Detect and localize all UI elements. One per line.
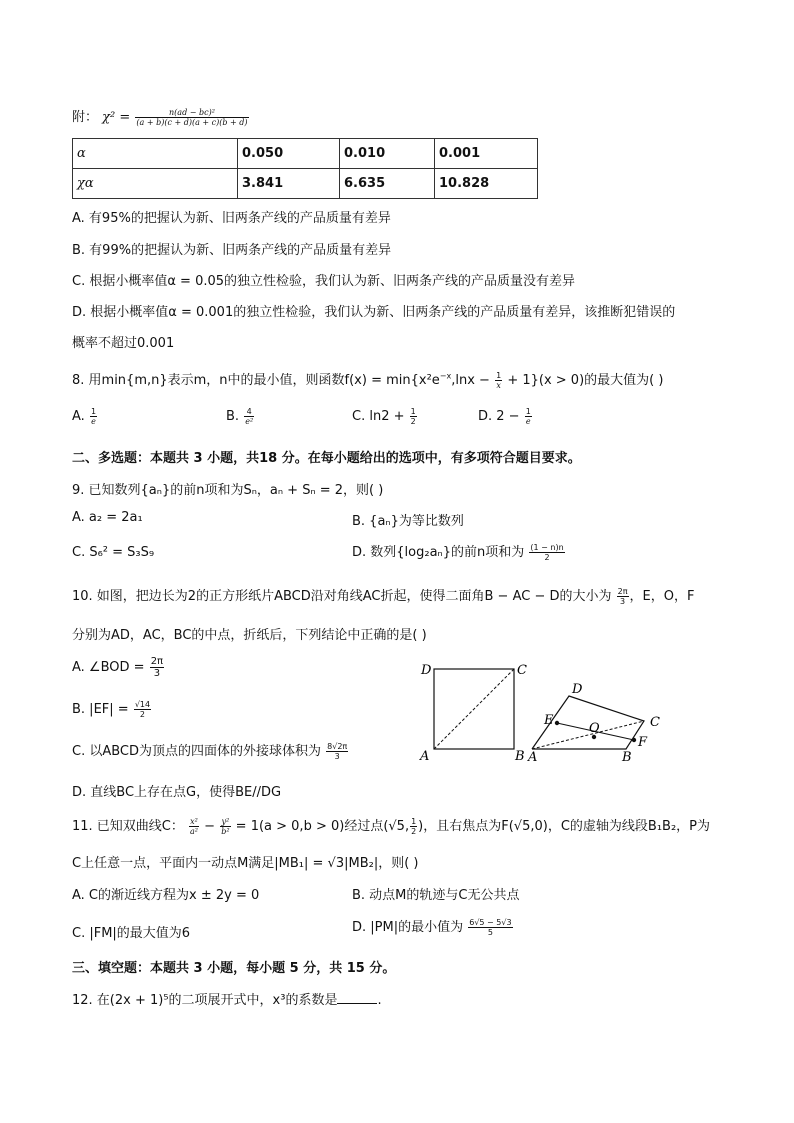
formula-fraction [135, 108, 248, 127]
option-label: D. |PM|的最小值为 [352, 920, 464, 935]
q11-x2-fraction [189, 817, 199, 836]
q7-option-a: A. 有95%的把握认为新、旧两条产线的产品质量有差异 [72, 211, 391, 226]
q9-stem: 9. 已知数列{aₙ}的前n项和为Sₙ，aₙ + Sₙ = 2，则( ) [72, 483, 384, 498]
label-b: B [622, 750, 632, 765]
frac-num: 8√2π [327, 742, 348, 751]
section-2-heading: 二、多选题：本题共 3 小题，共18 分。在每小题给出的选项中，有多项符合题目要求。 [72, 451, 581, 466]
answer-blank[interactable] [337, 1003, 377, 1004]
q8-stem [72, 369, 663, 390]
label-b: B [515, 749, 525, 764]
frac-num: 2π [150, 656, 164, 667]
q8-stem-part: ,lnx − [451, 373, 490, 388]
label-c: C [650, 715, 660, 730]
formula-numerator: n(ad − bc)² [135, 108, 248, 118]
q9-option-b: B. {aₙ}为等比数列 [352, 514, 464, 529]
option-label: A. ∠BOD = [72, 660, 145, 675]
option-fraction [529, 543, 564, 562]
square-diagonal [434, 669, 514, 749]
option-label: D. 数列{log₂aₙ}的前n项和为 [352, 545, 525, 560]
frac-den: e [91, 417, 96, 426]
q11-option-d [352, 916, 514, 937]
frac-num: 1 [525, 407, 531, 416]
folded-figure [527, 682, 660, 765]
q7-option-d-line1: D. 根据小概率值α = 0.001的独立性检验，我们认为新、旧两条产线的产品质量有差异，该推断犯错误的 [72, 305, 676, 320]
section-3-heading: 三、填空题：本题共 3 小题，每小题 5 分，共 15 分。 [72, 961, 396, 976]
option-label: D. 2 − [478, 409, 520, 424]
table-row [73, 139, 538, 169]
q10-stem-part: 10. 如图，把边长为2的正方形纸片ABCD沿对角线AC折起，使得二面角B − AC − D的大小为 [72, 589, 612, 604]
q8-option-c [352, 407, 418, 426]
q9-option-a: A. a₂ = 2a₁ [72, 510, 143, 525]
frac-den: 2 [410, 417, 416, 426]
label-c: C [517, 663, 527, 678]
option-fraction [150, 656, 164, 679]
critical-value-table [72, 138, 538, 199]
label-e: E [544, 713, 554, 728]
q8-stem-part: + 1}(x > 0)的最大值为( ) [507, 373, 664, 388]
frac-num: 2π [617, 587, 628, 596]
frac-num: 1 [496, 371, 502, 380]
option-fraction [134, 700, 151, 719]
table-cell: 0.050 [238, 139, 340, 169]
label-d: D [572, 682, 583, 697]
label-o: O [589, 721, 600, 736]
q10-stem-line2: 分别为AD，AC，BC的中点，折纸后，下列结论中正确的是( ) [72, 628, 427, 643]
frac-den: 3 [334, 752, 340, 761]
table-cell: 6.635 [340, 169, 435, 199]
option-fraction [244, 407, 254, 426]
q11-stem-part: = 1(a > 0,b > 0)经过点(√5, [235, 819, 410, 834]
table-cell: 0.010 [340, 139, 435, 169]
frac-den: b² [221, 827, 230, 836]
q10-option-c [72, 740, 349, 761]
formula-lhs: χ² = [102, 110, 131, 125]
label-a: A [420, 749, 430, 764]
q11-option-a: A. C的渐近线方程为x ± 2y = 0 [72, 888, 260, 903]
appendix-prefix: 附： [72, 110, 99, 125]
q10-option-b [72, 700, 152, 719]
fold-figure [414, 658, 670, 766]
q8-exponent: −x [439, 371, 452, 381]
frac-num: 6√5 − 5√3 [469, 918, 512, 927]
q8-option-a [72, 407, 98, 426]
label-d: D [421, 663, 432, 678]
label-f: F [638, 735, 648, 750]
option-label: C. ln2 + [352, 409, 405, 424]
q11-option-c: C. |FM|的最大值为6 [72, 926, 191, 941]
q9-option-d [352, 541, 566, 562]
table-cell: 3.841 [238, 169, 340, 199]
frac-den: 3 [620, 597, 626, 606]
q7-option-c: C. 根据小概率值α = 0.05的独立性检验，我们认为新、旧两条产线的产品质量没有差异 [72, 274, 576, 289]
frac-den: e [525, 417, 531, 426]
q11-y2-fraction [220, 817, 230, 836]
frac-den: 5 [487, 928, 493, 937]
frac-den: e² [245, 417, 254, 426]
q11-stem-part: 11. 已知双曲线C： [72, 819, 184, 834]
frac-den: 2 [544, 553, 550, 562]
q10-option-d: D. 直线BC上存在点G，使得BE//DG [72, 785, 282, 800]
q10-stem-line1 [72, 585, 694, 606]
q12-stem [72, 989, 382, 1008]
square-figure [419, 663, 527, 764]
q10-option-a [72, 656, 165, 679]
q10-angle-fraction [617, 587, 629, 606]
frac-num: y² [221, 817, 230, 826]
frac-num: √14 [134, 700, 151, 709]
q8-fraction [495, 371, 502, 390]
label-a: A [528, 750, 538, 765]
table-row [73, 169, 538, 199]
frac-den: 2 [139, 710, 145, 719]
option-label: C. 以ABCD为顶点的四面体的外接球体积为 [72, 744, 322, 759]
point-e [555, 721, 559, 725]
q9-option-c: C. S₆² = S₃S₉ [72, 545, 155, 560]
q8-option-d [478, 407, 533, 426]
frac-num: 1 [411, 817, 417, 826]
q7-option-d-line2: 概率不超过0.001 [72, 336, 175, 351]
option-fraction [468, 918, 512, 937]
q7-option-b: B. 有99%的把握认为新、旧两条产线的产品质量有差异 [72, 243, 392, 258]
option-label: B. [226, 409, 240, 424]
option-fraction [326, 742, 348, 761]
q12-stem-text: 12. 在(2x + 1)⁵的二项展开式中，x³的系数是 [72, 993, 338, 1008]
frac-num: (1 − n)n [530, 543, 564, 552]
formula-denominator: (a + b)(c + d)(a + c)(b + d) [136, 118, 248, 127]
q11-stem-part: − [204, 819, 216, 834]
table-cell: α [73, 139, 238, 169]
option-fraction [90, 407, 97, 426]
frac-den: 3 [153, 668, 161, 679]
option-fraction [410, 407, 417, 426]
q8-stem-part: 8. 用min{m,n}表示m，n中的最小值，则函数f(x) = min{x²e [72, 373, 440, 388]
option-label: B. |EF| = [72, 702, 129, 717]
table-cell: 0.001 [435, 139, 538, 169]
frac-den: x [496, 381, 501, 390]
option-fraction [525, 407, 532, 426]
table-cell: χα [73, 169, 238, 199]
q11-point-fraction [410, 817, 417, 836]
q8-option-b [226, 407, 255, 426]
q11-option-b: B. 动点M的轨迹与C无公共点 [352, 888, 520, 903]
table-cell: 10.828 [435, 169, 538, 199]
q11-stem-line2: C上任意一点，平面内一动点M满足|MB₁| = √3|MB₂|，则( ) [72, 856, 419, 871]
frac-num: x² [190, 817, 198, 826]
frac-den: a² [190, 827, 199, 836]
point-f [632, 738, 636, 742]
q10-stem-part: ，E，O，F [629, 589, 695, 604]
q11-stem-line1 [72, 815, 710, 836]
frac-num: 1 [410, 407, 416, 416]
frac-den: 2 [411, 827, 417, 836]
frac-num: 4 [244, 407, 254, 417]
q12-end: . [377, 993, 382, 1008]
q11-stem-part: )，且右焦点为F(√5,0)，C的虚轴为线段B₁B₂，P为 [418, 819, 710, 834]
frac-num: 1 [90, 407, 97, 416]
option-label: A. [72, 409, 85, 424]
chi-square-formula [72, 106, 250, 127]
